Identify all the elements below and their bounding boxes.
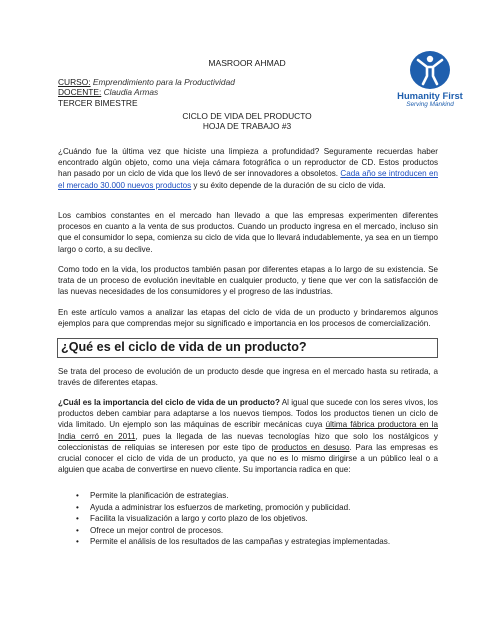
typewriter-factory-link[interactable]: última fábrica productora en la India cerró en 2011 [58, 420, 438, 441]
course-meta [58, 77, 235, 108]
importance-question: ¿Cuál es la importancia del ciclo de vida de un producto? [58, 398, 280, 407]
bullet-icon: • [76, 491, 79, 500]
logo-name: Humanity First [397, 90, 463, 101]
teacher-line [58, 87, 235, 97]
bullet-icon: • [76, 537, 79, 547]
list-item [76, 525, 390, 537]
paragraph-4: En este artículo vamos a analizar las etapas del ciclo de vida de un producto y brindaremos algunos ejemplos para que comprendas mejor su significado e importancia en los procesos de comercialización. [58, 308, 438, 329]
title-line-2: HOJA DE TRABAJO #3 [202, 121, 292, 132]
list-item-text: Permite el análisis de los resultados de las campañas y estrategias implementadas. [90, 537, 391, 547]
paragraph-6-text-a: Al igual que sucede con los seres vivos, los productos deben cambiar para adaptarse a los nuevos tiempos. Todos los productos tienen un ciclo de vida limitado. Un ejemplo son las máquinas de escribir mecánicas cuya [58, 398, 438, 430]
list-item [76, 502, 390, 514]
paragraph-1-tail: y su éxito depende de la duración de su ciclo de vida. [191, 180, 386, 190]
list-item-text: Ayuda a administrar los esfuerzos de marketing, promoción y publicidad. [90, 502, 351, 512]
bullet-icon: • [76, 502, 79, 512]
teacher-label: DOCENTE: [58, 87, 102, 98]
bullet-icon: • [76, 514, 79, 524]
list-item-text: Facilita la visualización a largo y corto plazo de los objetivos. [90, 514, 308, 524]
list-item [76, 490, 390, 502]
list-item-text: Permite la planificación de estrategias. [90, 491, 229, 500]
section-heading-box [57, 338, 438, 358]
course-label: CURSO: [58, 77, 91, 87]
paragraph-1 [58, 146, 438, 191]
paragraph-6-text-b: , pues la llegada de las nuevas tecnologías hizo que solo los nostálgicos y coleccionistas de reliquias se interesen por este tipo de [58, 431, 438, 452]
list-item [76, 513, 390, 525]
importance-list [76, 490, 390, 548]
teacher-value: Claudia Armas [103, 87, 159, 98]
list-item-text: Ofrece un mejor control de procesos. [90, 525, 224, 535]
course-line [58, 77, 235, 87]
paragraph-5: Se trata del proceso de evolución de un producto desde que ingresa en el mercado hasta su retirada, a través de diferentes etapas. [58, 367, 438, 388]
logo-tagline: Serving Mankind [406, 101, 454, 108]
course-value: Emprendimiento para la Productividad [92, 77, 235, 87]
obsolete-products-link[interactable]: productos en desuso [271, 442, 350, 452]
person-figure-icon [395, 50, 465, 92]
section-heading: ¿Qué es el ciclo de vida de un producto? [61, 340, 307, 354]
document-title [0, 111, 494, 132]
paragraph-6 [58, 397, 438, 475]
paragraph-2: Los cambios constantes en el mercado han llevado a que las empresas experimenten diferentes procesos en cuanto a la venta de sus productos. Cuando un producto ingresa en el mercado, incluso sin que el consumidor lo sepa, comienza su ciclo de vida que lo llevará indudablemente, ya sea en un tiempo largo o corto, a su declive. [58, 211, 438, 254]
author-name: MASROOR AHMAD [208, 58, 286, 68]
new-products-link[interactable]: Cada año se introducen en el mercado 30.000 nuevos productos [58, 169, 438, 190]
paragraph-6-text-c: . Para las empresas es crucial conocer el ciclo de vida de un producto, ya que no es lo mismo dirigirse a un público leal o a alguien que acaba de convertirse en nuevo cliente. Su importancia radica en que: [58, 442, 438, 475]
paragraph-3: Como todo en la vida, los productos también pasan por diferentes etapas a lo largo de su existencia. Se trata de un proceso de evolución inevitable en cualquier producto, y tiene que ver con la satisfacción de las nuevas necesidades de los consumidores y el progreso de las industrias. [58, 265, 438, 297]
title-line-1: CICLO DE VIDA DEL PRODUCTO [182, 111, 312, 121]
term-line: TERCER BIMESTRE [58, 97, 138, 108]
list-item [76, 536, 390, 548]
bullet-icon: • [76, 525, 79, 535]
paragraph-1-text: ¿Cuándo fue la última vez que hiciste una limpieza a profundidad? Seguramente recuerdas haber encontrado algún objeto, como una vieja cámara fotográfica o un reproductor de CD. Estos productos han pasado por un ciclo de vida que los llevó de ser innovadores a obsoletos. [58, 147, 438, 179]
